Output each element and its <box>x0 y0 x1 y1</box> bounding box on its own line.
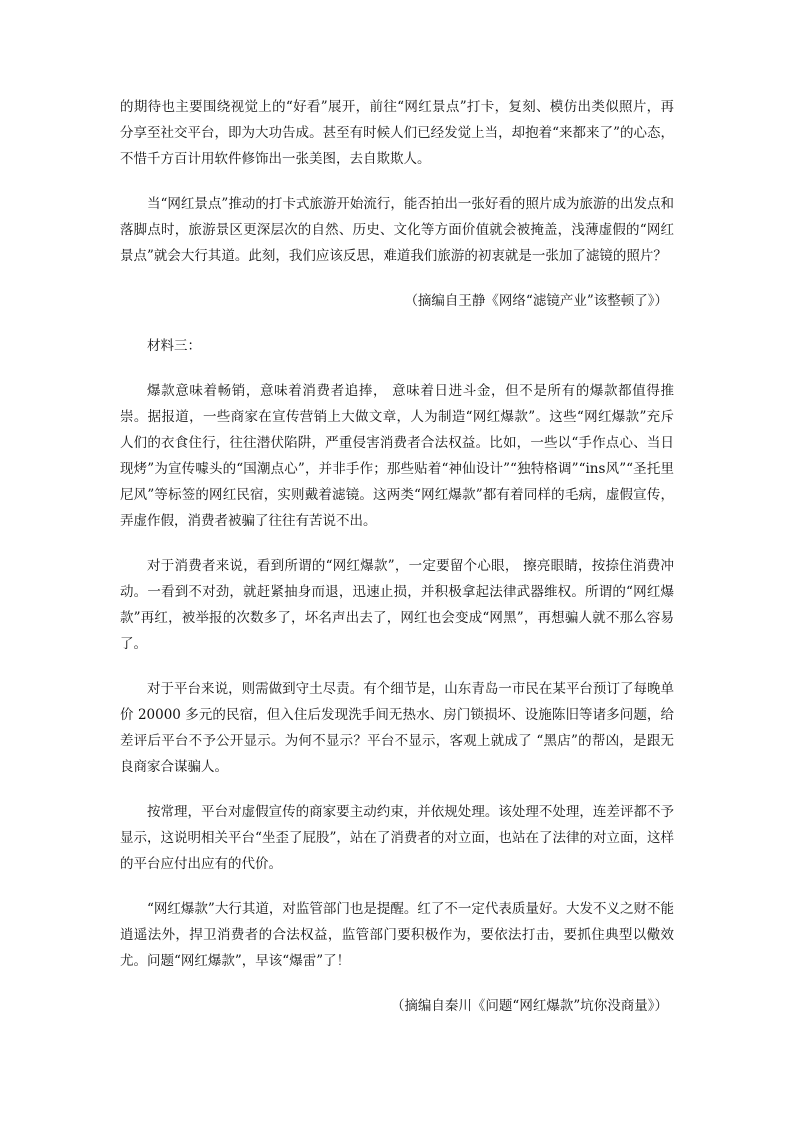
paragraph-continued: 的期待也主要围绕视觉上的“好看”展开，前往“网红景点”打卡，复刻、模仿出类似照片，再分享至社交平台，即为大功告成。甚至有时候人们已经发觉上当，却抱着“来都来了”的心态，不惜千方百计用软件修饰出一张美图，去自欺欺人。 <box>120 99 674 167</box>
paragraph-gap <box>120 359 674 378</box>
paragraph: 对于平台来说，则需做到守土尽责。有个细节是，山东青岛一市民在某平台预订了每晚单价 20000 多元的民宿，但入住后发现洗手间无热水、房门锁损坏、设施陈旧等诸多问题，给差评后平台不予公开显示。为何不显示？平台不显示，客观上就成了 “黑店”的帮凶，是跟无良商家合谋骗人。 <box>120 681 674 775</box>
paragraph-gap <box>120 657 674 676</box>
paragraph-gap <box>120 314 674 333</box>
paragraph-gap <box>120 780 674 799</box>
material-label: 材料三： <box>147 338 201 354</box>
paragraph: 爆款意味着畅销，意味着消费者追捧， 意味着日进斗金，但不是所有的爆款都值得推崇。据报道，一些商家在宣传营销上大做文章，人为制造“网红爆款”。这些“网红爆款”充斥人们的衣食住行，往往潜伏陷阱，严重侵害消费者合法权益。比如，一些以“手作点心、当日现烤”为宣传噱头的“国潮点心”，并非手作；那些贴着“神仙设计”“独特格调”“ins风”“圣托里尼风”等标签的网红民宿，实则戴着滤镜。这两类“网红爆款”都有着同样的毛病，虚假宣传，弄虚作假，消费者被骗了往往有苦说不出。 <box>120 383 674 529</box>
paragraph-gap <box>120 172 674 191</box>
paragraph-gap <box>120 269 674 288</box>
document-page <box>120 94 674 1019</box>
paragraph: “网红爆款”大行其道，对监管部门也是提醒。红了不一定代表质量好。大发不义之财不能逍遥法外，捍卫消费者的合法权益，监管部门要积极作为，要依法打击，要抓住典型以儆效尤。问题“网红爆款”，早该“爆雷”了！ <box>120 901 674 969</box>
paragraph-gap <box>120 974 674 993</box>
paragraph: 按常理，平台对虚假宣传的商家要主动约束，并依规处理。该处理不处理，连差评都不予显示，这说明相关平台“坐歪了屁股”，站在了消费者的对立面，也站在了法律的对立面，这样的平台应付出应有的代价。 <box>120 804 674 872</box>
paragraph-gap <box>120 877 674 896</box>
paragraph-gap <box>120 534 674 553</box>
source-citation: （摘编自秦川《问题“网红爆款”坑你没商量》） <box>390 998 668 1014</box>
source-citation: （摘编自王静《网络“滤镜产业”该整顿了》） <box>404 293 668 309</box>
paragraph: 对于消费者来说，看到所谓的“网红爆款”，一定要留个心眼， 擦亮眼睛，按捺住消费冲动。一看到不对劲，就赶紧抽身而退，迅速止损，并积极拿起法律武器维权。所谓的“网红爆款”再红，被举报的次数多了，坏名声出去了，网红也会变成“网黑”，再想骗人就不那么容易了。 <box>120 558 674 652</box>
paragraph: 当“网红景点”推动的打卡式旅游开始流行，能否拍出一张好看的照片成为旅游的出发点和落脚点时，旅游景区更深层次的自然、历史、文化等方面价值就会被掩盖，浅薄虚假的“网红景点”就会大行其道。此刻，我们应该反思，难道我们旅游的初衷就是一张加了滤镜的照片？ <box>120 196 674 264</box>
